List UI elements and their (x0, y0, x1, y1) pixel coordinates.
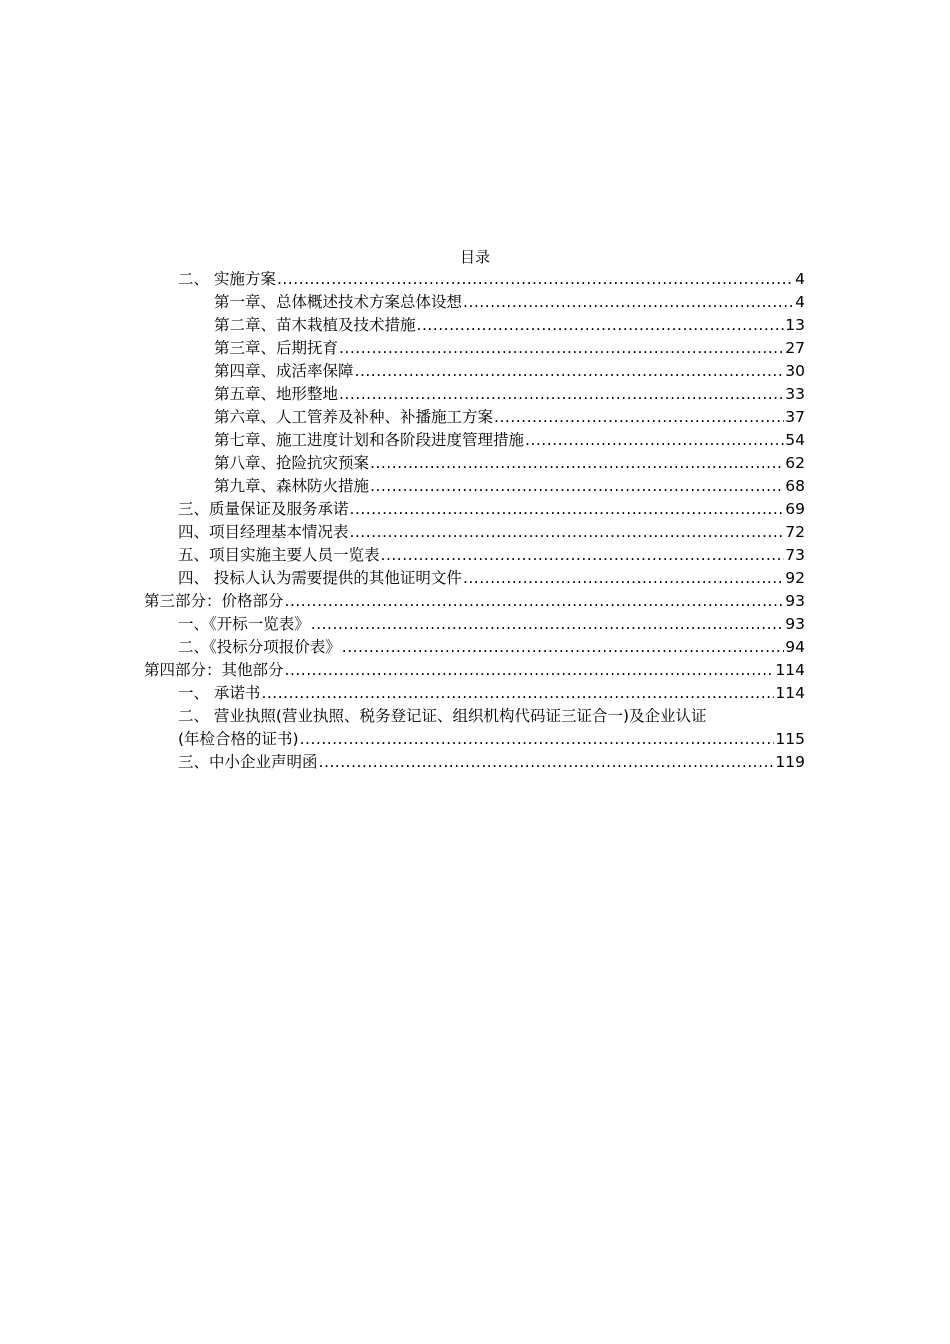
toc-entry-11[interactable] (178, 521, 805, 544)
toc-entry-label: 第三章、后期抚育 (214, 339, 339, 357)
dot-leader (370, 475, 784, 498)
dot-leader (463, 291, 794, 314)
dot-leader (339, 337, 784, 360)
toc-entry-14[interactable] (144, 590, 805, 613)
toc-entry-label: 第六章、人工管养及补种、补播施工方案 (214, 408, 494, 426)
toc-entry-label: 第四部分：其他部分 (144, 661, 284, 679)
toc-entry-page: 92 (785, 569, 805, 587)
toc-title: 目录 (459, 248, 490, 266)
toc-entry-page: 119 (775, 753, 805, 771)
toc-entry-page: 30 (785, 362, 805, 380)
dot-leader (311, 613, 785, 636)
toc-entry-label: (年检合格的证书) (178, 730, 299, 748)
toc-entry-label: 三、中小企业声明函 (178, 753, 318, 771)
toc-entry-page: 54 (785, 431, 805, 449)
toc-entry-18[interactable] (178, 682, 805, 705)
dot-leader (277, 268, 794, 291)
toc-entry-label: 第八章、抢险抗灾预案 (214, 454, 370, 472)
toc-entry-page: 68 (785, 477, 805, 495)
toc-entry-17[interactable] (144, 659, 805, 682)
toc-entry-label: 第五章、地形整地 (214, 385, 339, 403)
toc-entry-10[interactable] (178, 498, 805, 521)
toc-entry-label: 第四章、成活率保障 (214, 362, 354, 380)
toc-entry-15[interactable] (178, 613, 805, 636)
toc-entry-page: 72 (785, 523, 805, 541)
dot-leader (285, 590, 785, 613)
toc-entry-page: 37 (785, 408, 805, 426)
toc-entry-13[interactable] (178, 567, 805, 590)
dot-leader (350, 521, 785, 544)
dot-leader (285, 659, 775, 682)
toc-entry-19[interactable] (178, 705, 805, 728)
toc-entry-page: 62 (785, 454, 805, 472)
dot-leader (342, 636, 785, 659)
toc-entry-page: 93 (785, 592, 805, 610)
dot-leader (381, 544, 785, 567)
toc-entry-page: 4 (795, 270, 805, 288)
toc-entry-label: 二、 营业执照(营业执照、税务登记证、组织机构代码证三证合一)及企业认证 (178, 707, 707, 725)
toc-entry-page: 33 (785, 385, 805, 403)
toc-entry-12[interactable] (178, 544, 805, 567)
toc-entry-label: 一、《开标一览表》 (178, 615, 310, 633)
toc-entry-page: 4 (795, 293, 805, 311)
toc-entry-page: 73 (785, 546, 805, 564)
toc-entry-3[interactable] (214, 337, 805, 360)
toc-entry-page: 93 (785, 615, 805, 633)
toc-entry-5[interactable] (214, 383, 805, 406)
toc-entry-label: 五、项目实施主要人员一览表 (178, 546, 380, 564)
toc-entry-9[interactable] (214, 475, 805, 498)
dot-leader (350, 498, 785, 521)
toc-entry-6[interactable] (214, 406, 805, 429)
dot-leader (261, 682, 774, 705)
toc-entry-8[interactable] (214, 452, 805, 475)
toc-entry-label: 三、质量保证及服务承诺 (178, 500, 349, 518)
dot-leader (300, 728, 775, 751)
toc-entry-page: 94 (785, 638, 805, 656)
dot-leader (339, 383, 784, 406)
toc-entry-7[interactable] (214, 429, 805, 452)
toc-entry-label: 第九章、森林防火措施 (214, 477, 370, 495)
dot-leader (417, 314, 785, 337)
toc-entry-page: 114 (775, 684, 805, 702)
toc-entry-label: 四、项目经理基本情况表 (178, 523, 349, 541)
toc-entry-1[interactable] (214, 291, 805, 314)
toc-entry-page: 69 (785, 500, 805, 518)
toc-entry-0[interactable] (178, 268, 805, 291)
toc-entry-label: 一、 承诺书 (178, 684, 261, 702)
toc-entry-label: 二、 实施方案 (178, 270, 276, 288)
toc-entry-label: 第三部分：价格部分 (144, 592, 284, 610)
toc-entry-21[interactable] (178, 751, 805, 774)
toc-entry-label: 第二章、苗木栽植及技术措施 (214, 316, 416, 334)
dot-leader (463, 567, 784, 590)
toc-entry-label: 第七章、施工进度计划和各阶段进度管理措施 (214, 431, 525, 449)
toc-entry-label: 二、《投标分项报价表》 (178, 638, 341, 656)
toc-entry-4[interactable] (214, 360, 805, 383)
dot-leader (494, 406, 784, 429)
dot-leader (525, 429, 784, 452)
dot-leader (370, 452, 784, 475)
toc-entry-page: 27 (785, 339, 805, 357)
toc-entry-label: 第一章、总体概述技术方案总体设想 (214, 293, 463, 311)
toc-entry-label: 四、 投标人认为需要提供的其他证明文件 (178, 569, 462, 587)
dot-leader (319, 751, 775, 774)
toc-entry-20[interactable] (178, 728, 805, 751)
toc-entry-16[interactable] (178, 636, 805, 659)
toc-entry-page: 13 (785, 316, 805, 334)
toc-entry-2[interactable] (214, 314, 805, 337)
dot-leader (355, 360, 785, 383)
toc-entry-page: 114 (775, 661, 805, 679)
toc-entry-page: 115 (775, 730, 805, 748)
